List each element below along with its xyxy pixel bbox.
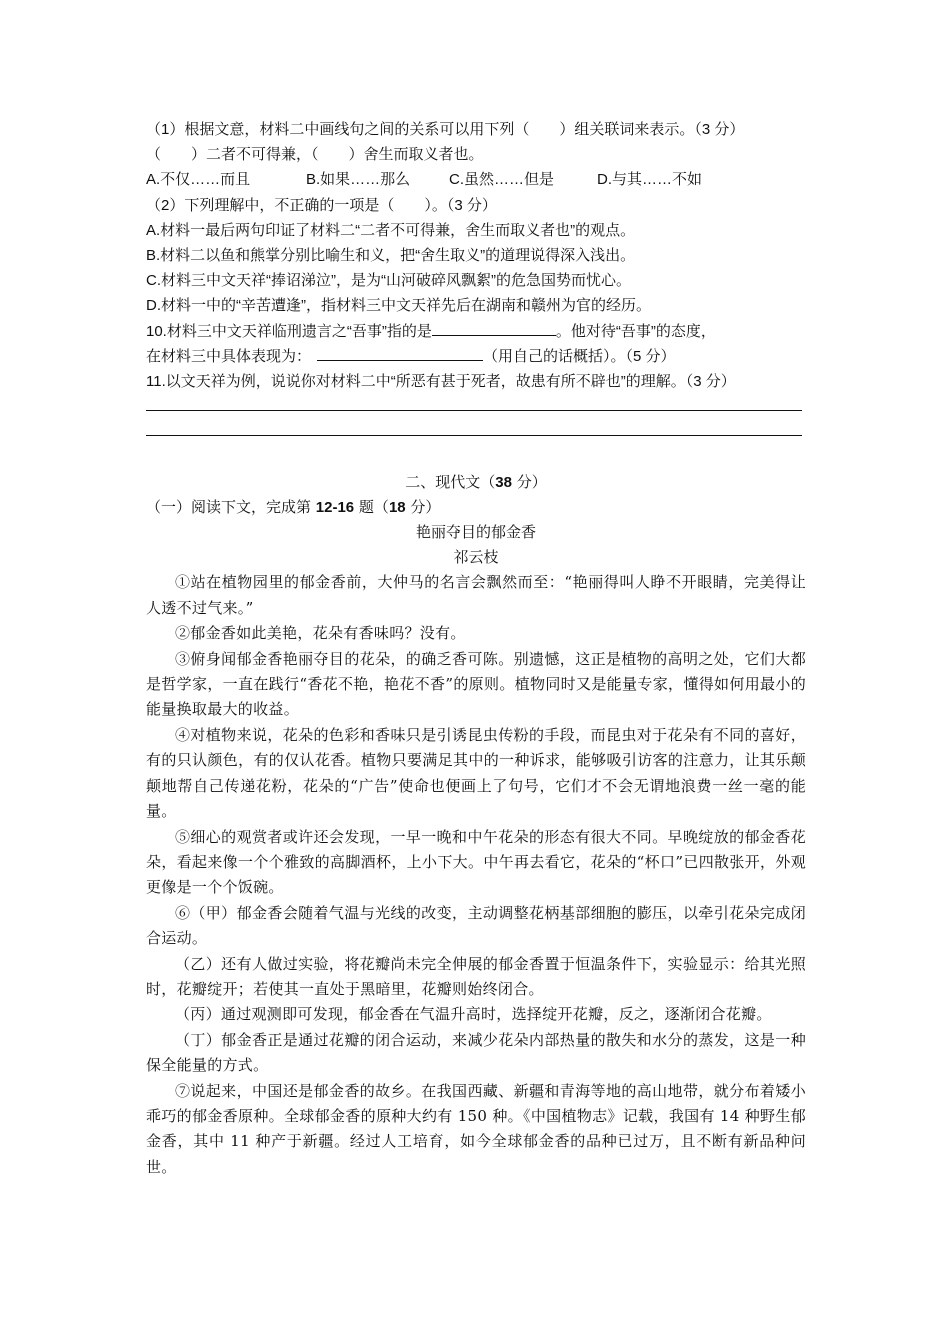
option-a: A.不仅……而且 bbox=[146, 171, 251, 189]
subsection-score: 18 bbox=[388, 499, 406, 517]
paragraph-3: ③俯身闻郁金香艳丽夺目的花朵，的确乏香可陈。别遗憾，这正是植物的高明之处，它们大都是哲学家，一直在践行“香花不艳，艳花不香”的原则。植物同时又是能量专家，懂得如何用最小的能量换取最大的收益。 bbox=[146, 649, 806, 719]
paragraph-4: ④对植物来说，花朵的色彩和香味只是引诱昆虫传粉的手段，而昆虫对于花朵有不同的喜好，有的只认颜色，有的仅认花香。植物只要满足其中的一种诉求，能够吸引访客的注意力，让其乐颠颠地帮自己传递花粉，花朵的“广告”使命也便画上了句号，它们才不会无谓地浪费一丝一毫的能量。 bbox=[146, 725, 806, 821]
subsection-range: 12-16 bbox=[315, 499, 355, 517]
q9-sub2-option-c: C.材料三中文天祥“捧诏涕泣”，是为“山河破碎风飘絮”的危急国势而忧心。 bbox=[146, 272, 631, 290]
q9-sub1-sentence: （ ）二者不可得兼，（ ）舍生而取义者也。 bbox=[146, 146, 484, 164]
paragraph-7: ⑦说起来，中国还是郁金香的故乡。在我国西藏、新疆和青海等地的高山地带，就分布着矮小乖巧的郁金香原种。全球郁金香的原种大约有 150 种。《中国植物志》记载，我国有 14 种野生郁金香，其中 11 种产于新疆。经过人工培育，如今全球郁金香的品种已过万，且不断有新品种问世。 bbox=[146, 1081, 806, 1176]
article-author: 祁云枝 bbox=[453, 548, 499, 567]
subsection-suffix: 分） bbox=[405, 498, 441, 517]
q10-blank-2[interactable] bbox=[317, 346, 483, 361]
subsection-instruction bbox=[146, 495, 806, 520]
q9-sub2-option-d: D.材料一中的“辛苦遭逢”，指材料三中文天祥先后在湖南和赣州为官的经历。 bbox=[146, 297, 651, 315]
section-title bbox=[146, 470, 806, 495]
q10-text-4: （用自己的话概括）。（5 分） bbox=[483, 347, 676, 365]
q9-sub2-option-b: B.材料二以鱼和熊掌分别比喻生和义，把“舍生取义”的道理说得深入浅出。 bbox=[146, 247, 636, 265]
paragraph-2: ②郁金香如此美艳，花朵有香味吗？没有。 bbox=[175, 624, 466, 643]
exam-page bbox=[146, 117, 806, 1180]
q9-sub2-stem: （2）下列理解中，不正确的一项是（ ）。（3 分） bbox=[146, 196, 497, 214]
option-d: D.与其……不如 bbox=[597, 171, 703, 189]
subsection-prefix: （一）阅读下文，完成第 bbox=[146, 498, 316, 517]
paragraph-6b: （乙）还有人做过实验，将花瓣尚未完全伸展的郁金香置于恒温条件下，实验显示：给其光照时，花瓣绽开；若使其一直处于黑暗里，花瓣则始终闭合。 bbox=[146, 954, 806, 998]
q10-blank-1[interactable] bbox=[432, 321, 556, 336]
q9-sub1-stem: （1）根据文意，材料二中画线句之间的关系可以用下列（ ）组关联词来表示。（3 分） bbox=[146, 121, 745, 138]
option-b: B.如果……那么 bbox=[306, 171, 411, 189]
subsection-mid: 题（ bbox=[354, 498, 389, 517]
q9-sub1-options bbox=[146, 167, 806, 192]
section-title-prefix: 二、现代文（ bbox=[405, 473, 496, 492]
q9-sub2-option-a: A.材料一最后两句印证了材料二“二者不可得兼，舍生而取义者也”的观点。 bbox=[146, 221, 636, 239]
paragraph-1: ①站在植物园里的郁金香前，大仲马的名言会飘然而至：“艳丽得叫人睁不开眼睛，完美得让人透不过气来。” bbox=[146, 573, 806, 617]
option-c: C.虽然……但是 bbox=[449, 171, 555, 189]
article-title: 艳丽夺目的郁金香 bbox=[415, 523, 536, 542]
paragraph-6c: （丙）通过观测即可发现，郁金香在气温升高时，选择绽开花瓣，反之，逐渐闭合花瓣。 bbox=[175, 1005, 772, 1024]
q11-stem: 11.以文天祥为例，说说你对材料二中“所恶有甚于死者，故患有所不辟也”的理解。（3 分） bbox=[146, 373, 736, 391]
q10-text-2: 。他对待“吾事”的态度， bbox=[555, 322, 716, 340]
q10-text-3: 在材料三中具体表现为： bbox=[146, 347, 312, 365]
paragraph-6d: （丁）郁金香正是通过花瓣的闭合运动，来减少花朵内部热量的散失和水分的蒸发，这是一种保全能量的方式。 bbox=[146, 1030, 806, 1075]
section-title-score: 38 bbox=[495, 474, 512, 492]
q10-line1 bbox=[146, 319, 806, 344]
paragraph-5: ⑤细心的观赏者或许还会发现，一早一晚和中午花朵的形态有很大不同。早晚绽放的郁金香花朵，看起来像一个个雅致的高脚酒杯，上小下大。中午再去看它，花朵的“杯口”已四散张开，外观更像是一个个饭碗。 bbox=[146, 827, 806, 897]
q10-line2 bbox=[146, 344, 806, 369]
q10-text-1: 10.材料三中文天祥临刑遗言之“吾事”指的是 bbox=[146, 322, 432, 340]
section-title-suffix: 分） bbox=[511, 473, 547, 492]
paragraph-6: ⑥（甲）郁金香会随着气温与光线的改变，主动调整花柄基部细胞的膨压，以牵引花朵完成闭合运动。 bbox=[146, 903, 806, 948]
